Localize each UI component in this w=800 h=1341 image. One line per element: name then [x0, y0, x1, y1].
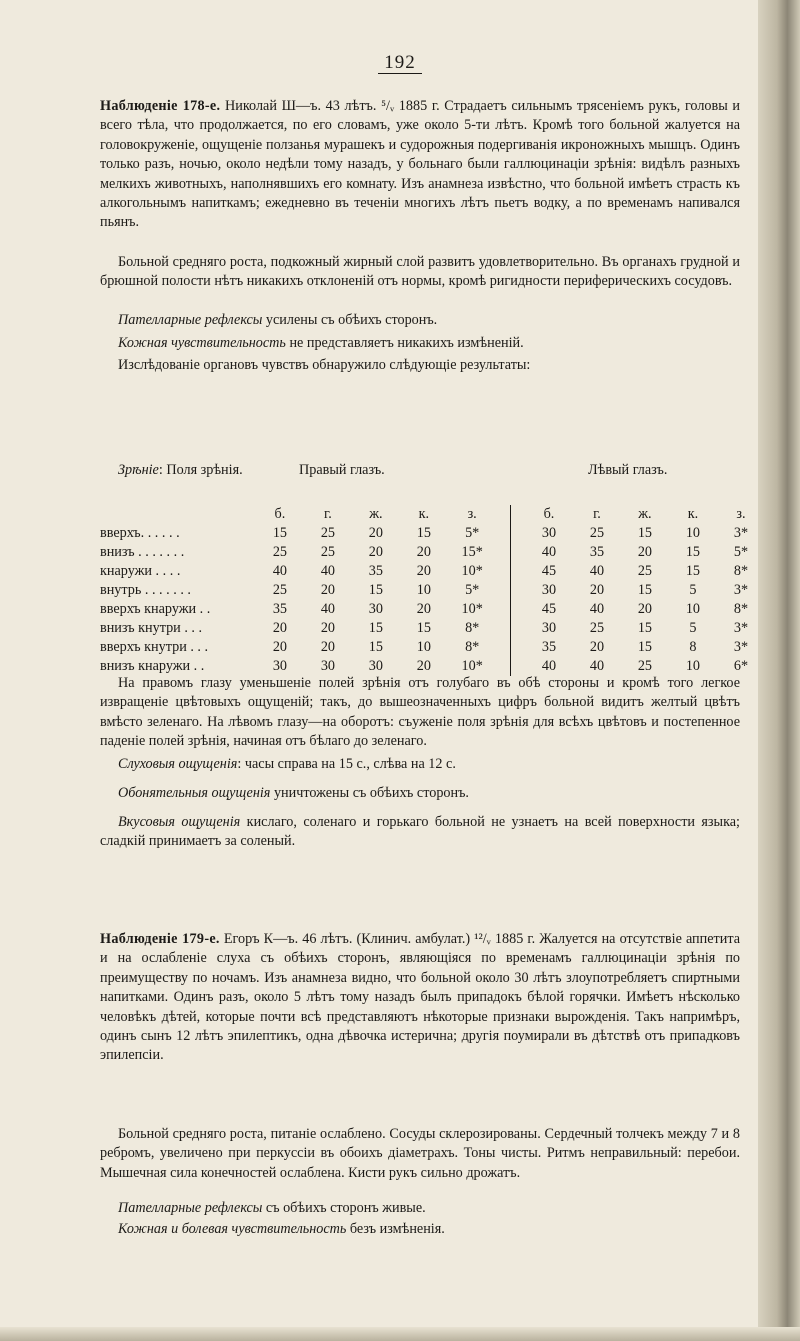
- right-eye-value: 35: [368, 563, 383, 579]
- table-divider: [496, 505, 510, 524]
- column-header: б.: [543, 506, 555, 522]
- obs178-taste-text: кислаго, соленаго и горькаго больной не узнаетъ на всей поверхности языка; сладкій принимаетъ за соленый.: [100, 814, 740, 850]
- right-eye-value: 15: [368, 639, 383, 655]
- right-eye-value: 20: [272, 620, 288, 636]
- right-eye-value: 15: [272, 525, 288, 541]
- left-eye-value: 8: [689, 639, 697, 655]
- right-eye-value: 20: [368, 544, 383, 560]
- left-eye-value: 8*: [733, 563, 749, 579]
- right-eye-value: 25: [272, 582, 288, 598]
- obs179-skin: [100, 1220, 740, 1239]
- row-direction-label: внизъ кнутри . . .: [100, 620, 203, 636]
- obs178-skin-text: не представляетъ никакихъ измѣненій.: [285, 335, 524, 351]
- table-row: [100, 524, 765, 543]
- table-gap: [511, 600, 525, 619]
- left-eye-value: 40: [589, 658, 605, 674]
- table-row: [100, 619, 765, 638]
- obs179-reflexes-label: Пателларные рефлексы: [118, 1200, 263, 1216]
- left-eye-value: 35: [541, 639, 557, 655]
- obs178-smell: [100, 784, 740, 803]
- right-eye-value: 30: [368, 601, 383, 617]
- column-header: ж.: [638, 506, 652, 522]
- obs179-heading: Наблюденіе 179-е.: [100, 931, 220, 947]
- vision-label: Зрѣніе: [118, 462, 159, 478]
- obs179-p1-text: Егоръ К—ъ. 46 лѣтъ. (Клинич. амбулат.) ¹²/ᵥ 1885 г. Жалуется на отсутствіе аппетита и на ослабленіе слуха съ обѣихъ сторонъ, являющіяся по временамъ галлюцинаціи зрѣнія по преимуществу по ночамъ. Изъ анамнеза видно, что больной около 30 лѣтъ злоупотребляетъ спиртными напитками. Одинъ разъ, около 5 лѣтъ тому назадъ былъ припадокъ бѣлой горячки. Имѣетъ нѣсколько человѣкъ дѣтей, которые почти всѣ представляютъ нѣкоторые признаки вырожденія. Такъ напримѣръ, одинъ сынъ 12 лѣтъ эпилептикъ, одна дѣвочка истерична; другія поумирали въ дѣтствѣ отъ припадковъ эпилепсіи.: [100, 931, 741, 1064]
- left-eye-value: 20: [637, 544, 653, 560]
- left-eye-value: 40: [541, 544, 557, 560]
- page-number: [0, 52, 800, 74]
- table-gap: [511, 505, 525, 524]
- right-eye-value: 8*: [465, 639, 480, 655]
- right-eye-value: 25: [320, 525, 335, 541]
- right-eye-value: 15*: [461, 544, 483, 560]
- right-eye-value: 10: [416, 639, 431, 655]
- right-eye-heading: Правый глазъ.: [299, 462, 385, 478]
- right-eye-value: 8*: [465, 620, 480, 636]
- table-gap: [511, 619, 525, 638]
- row-direction-label: внизъ кнаружи . .: [100, 658, 205, 674]
- obs179-reflexes-text: съ обѣихъ сторонъ живые.: [262, 1200, 426, 1216]
- left-eye-value: 15: [637, 525, 653, 541]
- table-divider: [496, 562, 510, 581]
- right-eye-value: 15: [416, 620, 431, 636]
- left-eye-value: 40: [589, 601, 605, 617]
- left-eye-value: 25: [589, 620, 605, 636]
- table-row: [100, 600, 765, 619]
- right-eye-value: 40: [272, 563, 288, 579]
- table-gap: [511, 638, 525, 657]
- table-divider: [496, 543, 510, 562]
- right-eye-value: 40: [320, 563, 335, 579]
- left-eye-value: 25: [637, 658, 653, 674]
- right-eye-value: 20: [320, 620, 335, 636]
- right-eye-value: 25: [320, 544, 335, 560]
- left-eye-value: 15: [637, 582, 653, 598]
- column-header: к.: [687, 506, 699, 522]
- left-eye-value: 3*: [733, 620, 749, 636]
- left-eye-value: 5: [689, 620, 697, 636]
- left-eye-value: 15: [685, 563, 700, 579]
- right-eye-value: 20: [416, 601, 431, 617]
- table-header-row: [100, 505, 765, 524]
- column-header: ж.: [369, 506, 383, 522]
- right-eye-value: 10*: [461, 658, 483, 674]
- right-eye-value: 15: [368, 620, 383, 636]
- right-eye-value: 10: [416, 582, 431, 598]
- table-divider: [496, 638, 510, 657]
- left-eye-value: 15: [637, 639, 653, 655]
- table-row: [100, 562, 765, 581]
- right-eye-value: 10*: [461, 601, 483, 617]
- right-eye-value: 20: [416, 544, 431, 560]
- table-divider: [496, 600, 510, 619]
- left-eye-value: 10: [685, 658, 700, 674]
- table-row: [100, 543, 765, 562]
- obs179-reflexes: [100, 1199, 740, 1218]
- right-eye-value: 20: [320, 582, 335, 598]
- left-eye-value: 40: [589, 563, 605, 579]
- left-eye-value: 10: [685, 525, 700, 541]
- obs178-reflexes-label: Пателларные рефлексы: [118, 312, 263, 328]
- obs178-p1-text: Николай Ш—ъ. 43 лѣтъ. ⁵/ᵥ 1885 г. Страдаетъ сильнымъ трясеніемъ рукъ, головы и всего тѣла, что продолжается, по его словамъ, уже около 5-ти лѣтъ. Кромѣ того больной жалуется на головокруженіе, ощущеніе ползанья мурашекъ и судорожныя подергиванія икроножныхъ мышцъ. Одинъ только разъ, ночью, около недѣли тому назадъ, у больнаго были галлюцинаціи зрѣнія: видѣлъ разныхъ мелкихъ животныхъ, наполнявшихъ его комнату. Изъ анамнеза извѣстно, что больной имѣетъ страсть къ алкогольнымъ напиткамъ; ежедневно въ теченіи многихъ лѣтъ пьетъ водку, а по временамъ напивался пьянъ.: [100, 98, 740, 231]
- row-direction-label: вверхъ кнаружи . .: [100, 601, 211, 617]
- obs179-paragraph-1: [100, 930, 740, 1066]
- left-eye-value: 20: [637, 601, 653, 617]
- vision-heading: [118, 462, 243, 479]
- left-eye-heading: Лѣвый глазъ.: [588, 462, 668, 478]
- left-eye-value: 30: [541, 620, 557, 636]
- column-header: б.: [274, 506, 286, 522]
- table-row: [100, 638, 765, 657]
- right-eye-value: 30: [320, 658, 335, 674]
- obs179-skin-label: Кожная и болевая чувствительность: [118, 1221, 347, 1237]
- obs178-heading: Наблюденіе 178-е.: [100, 98, 221, 114]
- table-divider: [496, 524, 510, 543]
- obs178-senses-intro: Изслѣдованіе органовъ чувствъ обнаружило слѣдующіе результаты:: [118, 357, 531, 373]
- table-row: [100, 581, 765, 600]
- vision-fields-label: : Поля зрѣнія.: [158, 462, 243, 478]
- right-eye-value: 20: [368, 525, 383, 541]
- obs178-reflexes-text: усилены съ обѣихъ сторонъ.: [262, 312, 438, 328]
- row-direction-label: кнаружи . . . .: [100, 563, 181, 579]
- row-direction-label: внизъ . . . . . . .: [100, 544, 185, 560]
- right-eye-value: 15: [416, 525, 431, 541]
- obs178-reflexes: [100, 311, 740, 330]
- left-eye-value: 35: [589, 544, 605, 560]
- left-eye-value: 10: [685, 601, 700, 617]
- obs178-taste: [100, 813, 740, 852]
- left-eye-value: 45: [541, 601, 557, 617]
- table-gap: [511, 562, 525, 581]
- column-header: к.: [418, 506, 430, 522]
- table-gap: [511, 543, 525, 562]
- left-eye-value: 25: [589, 525, 605, 541]
- obs178-skin: [100, 334, 740, 353]
- column-header: з.: [467, 506, 477, 522]
- bottom-page-edge: [0, 1327, 800, 1341]
- obs178-smell-text: уничтожены съ обѣихъ сторонъ.: [270, 785, 469, 801]
- header-spacer: [100, 505, 256, 524]
- column-header: г.: [593, 506, 601, 522]
- table-divider: [496, 581, 510, 600]
- left-eye-value: 6*: [733, 658, 749, 674]
- left-eye-value: 5: [689, 582, 697, 598]
- obs178-smell-label: Обонятельныя ощущенія: [118, 785, 271, 801]
- right-eye-value: 20: [320, 639, 335, 655]
- left-eye-value: 45: [541, 563, 557, 579]
- right-eye-value: 20: [272, 639, 288, 655]
- obs178-vision-summary: На правомъ глазу уменьшеніе полей зрѣнія отъ голубаго въ обѣ стороны и кромѣ того легкое извращеніе цвѣтовыхъ ощущеній; такъ, до вышеозначенныхъ цифръ больной видитъ желтый цвѣтъ вмѣсто зеленаго. На лѣвомъ глазу—на оборотъ: съуженіе поля зрѣнія для всѣхъ цвѣтовъ и постепенное паденіе полей зрѣнія, начиная отъ бѣлаго до зеленаго.: [100, 675, 740, 750]
- right-eye-value: 5*: [465, 525, 480, 541]
- obs178-paragraph-2: Больной средняго роста, подкожный жирный слой развитъ удовлетворительно. Въ органахъ грудной и брюшной полости нѣтъ никакихъ отклоненій отъ нормы, кромѣ ригидности периферическихъ сосудовъ.: [100, 254, 740, 290]
- right-eye-value: 35: [272, 601, 288, 617]
- row-direction-label: внутрь . . . . . . .: [100, 582, 191, 598]
- left-eye-value: 3*: [733, 639, 749, 655]
- obs179-skin-text: безъ измѣненія.: [346, 1221, 445, 1237]
- right-eye-value: 25: [272, 544, 288, 560]
- right-eye-value: 20: [416, 563, 431, 579]
- obs178-hearing-label: Слуховыя ощущенія: [118, 756, 238, 772]
- left-eye-value: 15: [685, 544, 700, 560]
- left-eye-value: 3*: [733, 525, 749, 541]
- obs178-hearing: [100, 755, 740, 774]
- left-eye-value: 25: [637, 563, 653, 579]
- row-direction-label: вверхъ кнутри . . .: [100, 639, 209, 655]
- right-eye-value: 5*: [465, 582, 480, 598]
- obs178-paragraph-1: [100, 97, 740, 233]
- left-eye-value: 15: [637, 620, 653, 636]
- table-gap: [511, 581, 525, 600]
- left-eye-value: 40: [541, 658, 557, 674]
- table-gap: [511, 524, 525, 543]
- left-eye-value: 20: [589, 582, 605, 598]
- table-divider: [496, 619, 510, 638]
- left-eye-value: 5*: [733, 544, 749, 560]
- row-direction-label: вверхъ. . . . . .: [100, 525, 180, 541]
- right-eye-value: 30: [272, 658, 288, 674]
- column-header: з.: [736, 506, 746, 522]
- right-eye-value: 30: [368, 658, 383, 674]
- obs178-skin-label: Кожная чувствительность: [118, 335, 286, 351]
- right-eye-value: 20: [416, 658, 431, 674]
- obs179-paragraph-2: Больной средняго роста, питаніе ослаблено. Сосуды склерозированы. Сердечный толчекъ между 7 и 8 ребромъ, увеличено при перкуссіи въ обоихъ діаметрахъ. Тоны чисты. Ритмъ неправильный: перебои. Мышечная сила конечностей ослаблена. Кисти рукъ сильно дрожатъ.: [100, 1126, 740, 1181]
- obs178-taste-label: Вкусовыя ощущенія: [118, 814, 241, 830]
- obs178-hearing-text: : часы справа на 15 с., слѣва на 12 с.: [237, 756, 456, 772]
- visual-fields-table: [100, 505, 765, 676]
- left-eye-value: 30: [541, 525, 557, 541]
- left-eye-value: 30: [541, 582, 557, 598]
- right-eye-value: 15: [368, 582, 383, 598]
- page-number-text: 192: [378, 52, 422, 74]
- right-eye-value: 10*: [461, 563, 483, 579]
- left-eye-value: 3*: [733, 582, 749, 598]
- left-eye-value: 8*: [733, 601, 749, 617]
- column-header: г.: [324, 506, 332, 522]
- left-eye-value: 20: [589, 639, 605, 655]
- right-eye-value: 40: [320, 601, 335, 617]
